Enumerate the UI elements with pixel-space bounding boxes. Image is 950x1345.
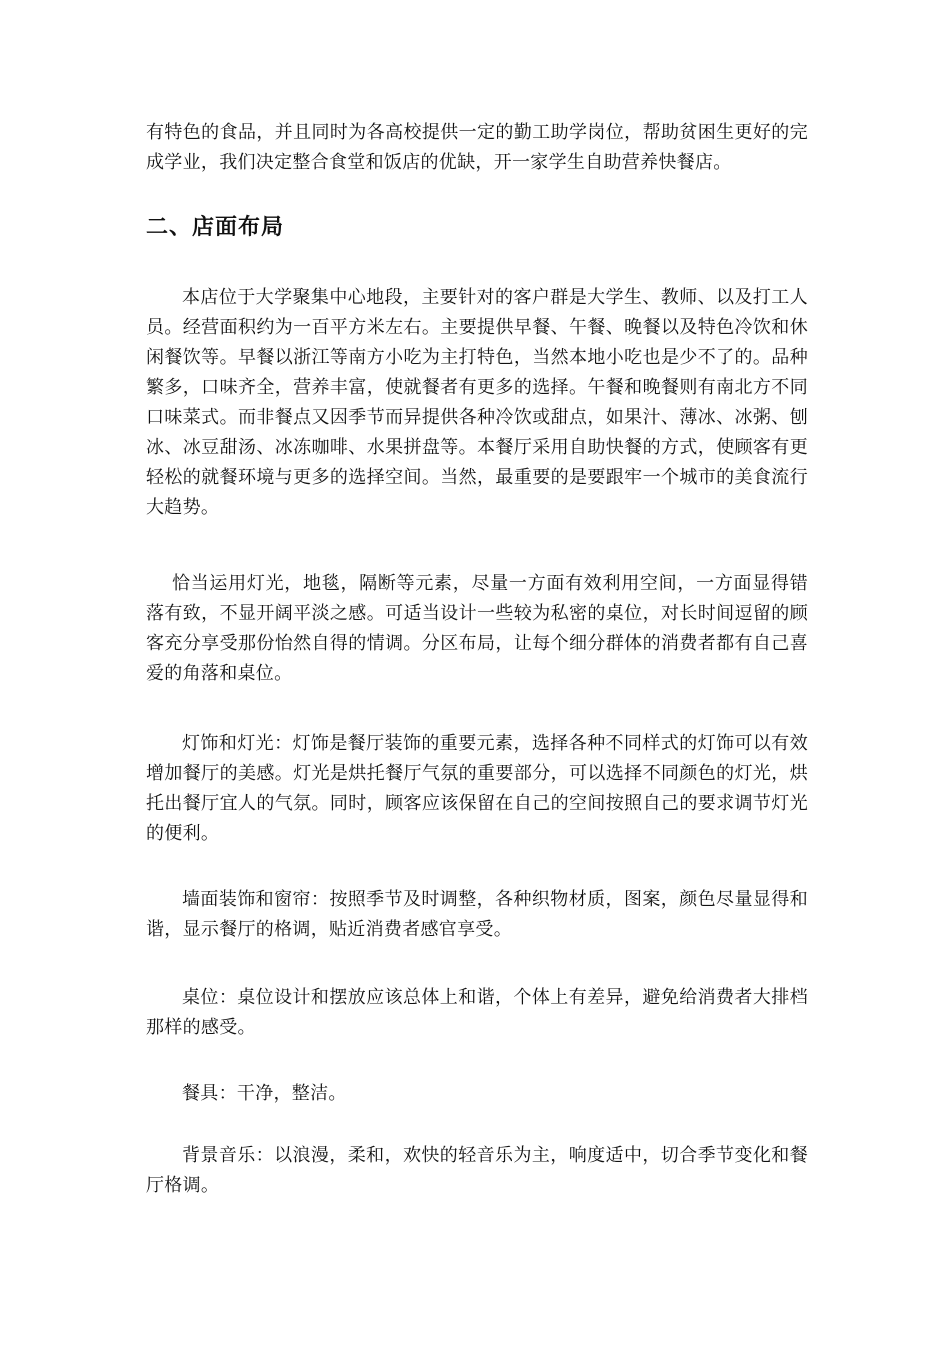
paragraph-tables: 桌位：桌位设计和摆放应该总体上和谐，个体上有差异，避免给消费者大排档那样的感受。 xyxy=(146,987,808,1038)
paragraph-background-music: 背景音乐：以浪漫，柔和，欢快的轻音乐为主，响度适中，切合季节变化和餐厅格调。 xyxy=(146,1145,808,1196)
intro-continuation-paragraph: 有特色的食品，并且同时为各高校提供一定的勤工助学岗位，帮助贫困生更好的完成学业，我们决定整合食堂和饭店的优缺，开一家学生自助营养快餐店。 xyxy=(146,122,808,173)
paragraph-layout: 恰当运用灯光，地毯，隔断等元素，尽量一方面有效利用空间，一方面显得错落有致，不显开阔平淡之感。可适当设计一些较为私密的桌位，对长时间逗留的顾客充分享受那份怡然自得的情调。分区布局，让每个细分群体的消费者都有自己喜爱的角落和桌位。 xyxy=(146,573,808,684)
paragraph-tableware: 餐具：干净，整洁。 xyxy=(182,1083,347,1104)
section-heading: 二、店面布局 xyxy=(146,215,285,240)
paragraph-lighting: 灯饰和灯光：灯饰是餐厅装饰的重要元素，选择各种不同样式的灯饰可以有效增加餐厅的美感。灯光是烘托餐厅气氛的重要部分，可以选择不同颜色的灯光，烘托出餐厅宜人的气氛。同时，顾客应该保留在自己的空间按照自己的要求调节灯光的便利。 xyxy=(146,733,808,844)
paragraph-wall-decoration: 墙面装饰和窗帘：按照季节及时调整，各种织物材质，图案，颜色尽量显得和谐，显示餐厅的格调，贴近消费者感官享受。 xyxy=(146,889,808,940)
paragraph-location: 本店位于大学聚集中心地段，主要针对的客户群是大学生、教师、以及打工人员。经营面积约为一百平方米左右。主要提供早餐、午餐、晚餐以及特色冷饮和休闲餐饮等。早餐以浙江等南方小吃为主打特色，当然本地小吃也是少不了的。品种繁多，口味齐全，营养丰富，使就餐者有更多的选择。午餐和晚餐则有南北方不同口味菜式。而非餐点又因季节而异提供各种冷饮或甜点，如果汁、薄冰、冰粥、刨冰、冰豆甜汤、冰冻咖啡、水果拼盘等。本餐厅采用自助快餐的方式，使顾客有更轻松的就餐环境与更多的选择空间。当然，最重要的是要跟牢一个城市的美食流行大趋势。 xyxy=(146,287,808,518)
